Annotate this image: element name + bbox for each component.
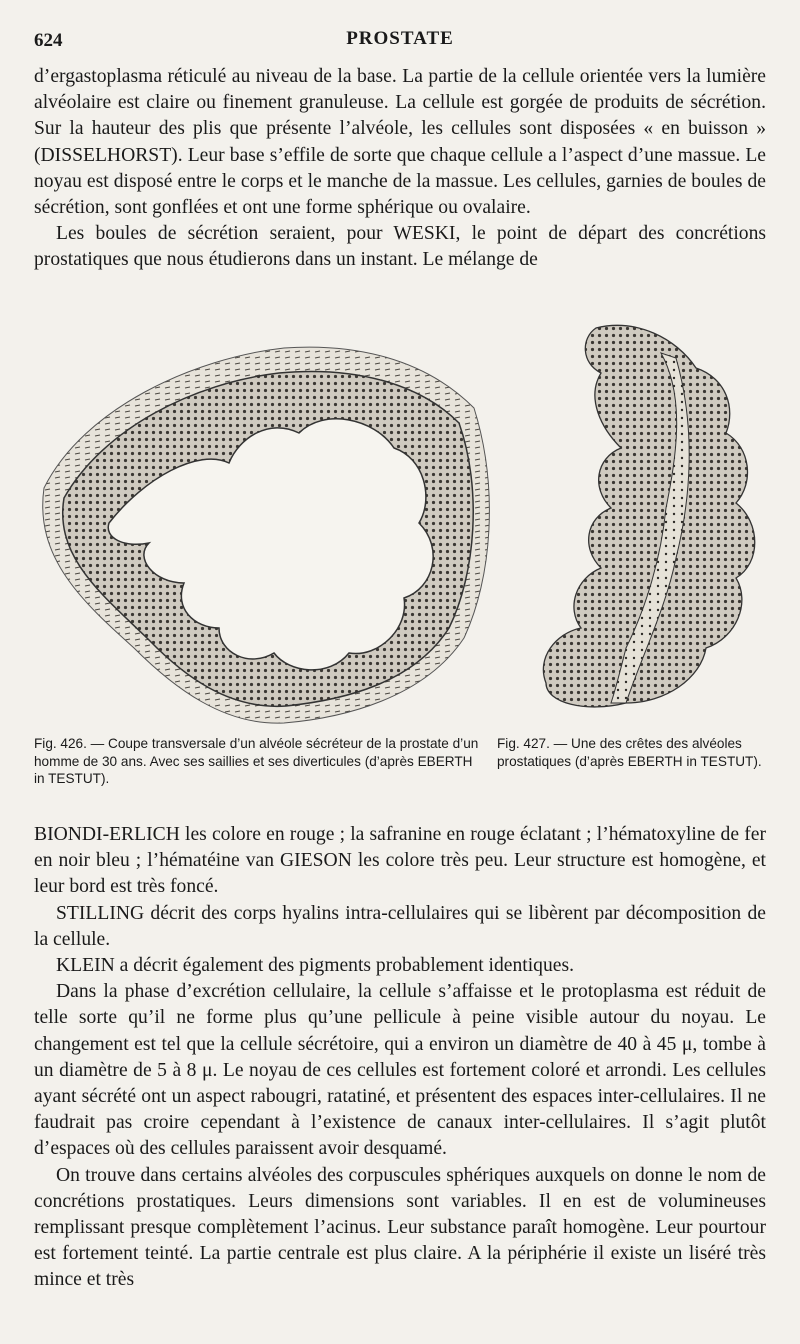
bottom-text-block bbox=[34, 822, 766, 1294]
paragraph: On trouve dans certains alvéoles des corpuscules sphériques auxquels on donne le nom de concrétions prostatiques. Leurs dimensions sont variables. Il en est de volumineuses remplissant presque complètement l’acinus. Leur substance paraît homogène. Leur pourtour est fortement teinté. La partie centrale est plus claire. A la périphérie il existe un liséré très mince et très bbox=[34, 1164, 766, 1291]
alveolar-crest-drawing bbox=[526, 318, 771, 722]
figure-427-caption bbox=[497, 735, 775, 770]
paragraph: BIONDI-ERLICH les colore en rouge ; la safranine en rouge éclatant ; l’hématoxyline de fer en noir bleu ; l’hématéine van GIESON les colore très peu. Leur structure est homogène, et leur bord est très foncé. bbox=[34, 824, 766, 898]
figure-427-illustration bbox=[526, 318, 771, 722]
caption-text: Une des crêtes des alvéoles prostatiques (d’après EBERTH in TESTUT). bbox=[497, 736, 762, 769]
figure-label: Fig. 426. — bbox=[34, 736, 105, 751]
page-number: 624 bbox=[34, 30, 63, 51]
paragraph: STILLING décrit des corps hyalins intra-cellulaires qui se libèrent par décomposition de la cellule. bbox=[34, 902, 766, 950]
top-text-block bbox=[34, 64, 766, 274]
paragraph: KLEIN a décrit également des pigments probablement identiques. bbox=[56, 955, 574, 977]
page-header bbox=[34, 26, 766, 52]
running-title: PROSTATE bbox=[346, 28, 454, 49]
figure-426-caption bbox=[34, 735, 484, 788]
caption-text: Coupe transversale d’un alvéole sécréteur de la prostate d’un homme de 30 ans. Avec ses saillies et ses diverticules (d’après EBERTH in TESTUT). bbox=[34, 736, 479, 786]
figure-426-illustration bbox=[24, 338, 496, 728]
paragraph: Les boules de sécrétion seraient, pour WESKI, le point de départ des concrétions prostatiques que nous étudierons dans un instant. Le mélange de bbox=[34, 223, 766, 271]
paragraph: d’ergastoplasma réticulé au niveau de la base. La partie de la cellule orientée vers la lumière alvéolaire est claire ou finement granuleuse. La cellule est gorgée de produits de sécrétion. Sur la hauteur des plis que présente l’alvéole, les cellules sont disposées « en buisson » (DISSELHORST). Leur base s’effile de sorte que chaque cellule a l’aspect d’une massue. Le noyau est disposé entre le corps et le manche de la massue. Les cellules, garnies de boules de sécrétion, sont gonflées et ont une forme sphérique ou ovalaire. bbox=[34, 66, 766, 219]
alveolus-cross-section-drawing bbox=[24, 338, 496, 728]
paragraph: Dans la phase d’excrétion cellulaire, la cellule s’affaisse et le protoplasma est réduit de telle sorte qu’il ne forme plus qu’une pellicule à peine visible autour du noyau. Le changement est tel que la cellule sécrétoire, qui a environ un diamètre de 40 à 45 μ, tombe à un diamètre de 5 à 8 μ. Le noyau de ces cellules est fortement coloré et arrondi. Les cellules ayant sécrété ont un aspect rabougri, ratatiné, et présentent des espaces inter-cellulaires. Il ne faudrait pas croire cependant à l’existence de canaux inter-cellulaires. Il s’agit plutôt d’espaces où des cellules paraissent avoir desquamé. bbox=[34, 981, 766, 1160]
figure-label: Fig. 427. — bbox=[497, 736, 568, 751]
